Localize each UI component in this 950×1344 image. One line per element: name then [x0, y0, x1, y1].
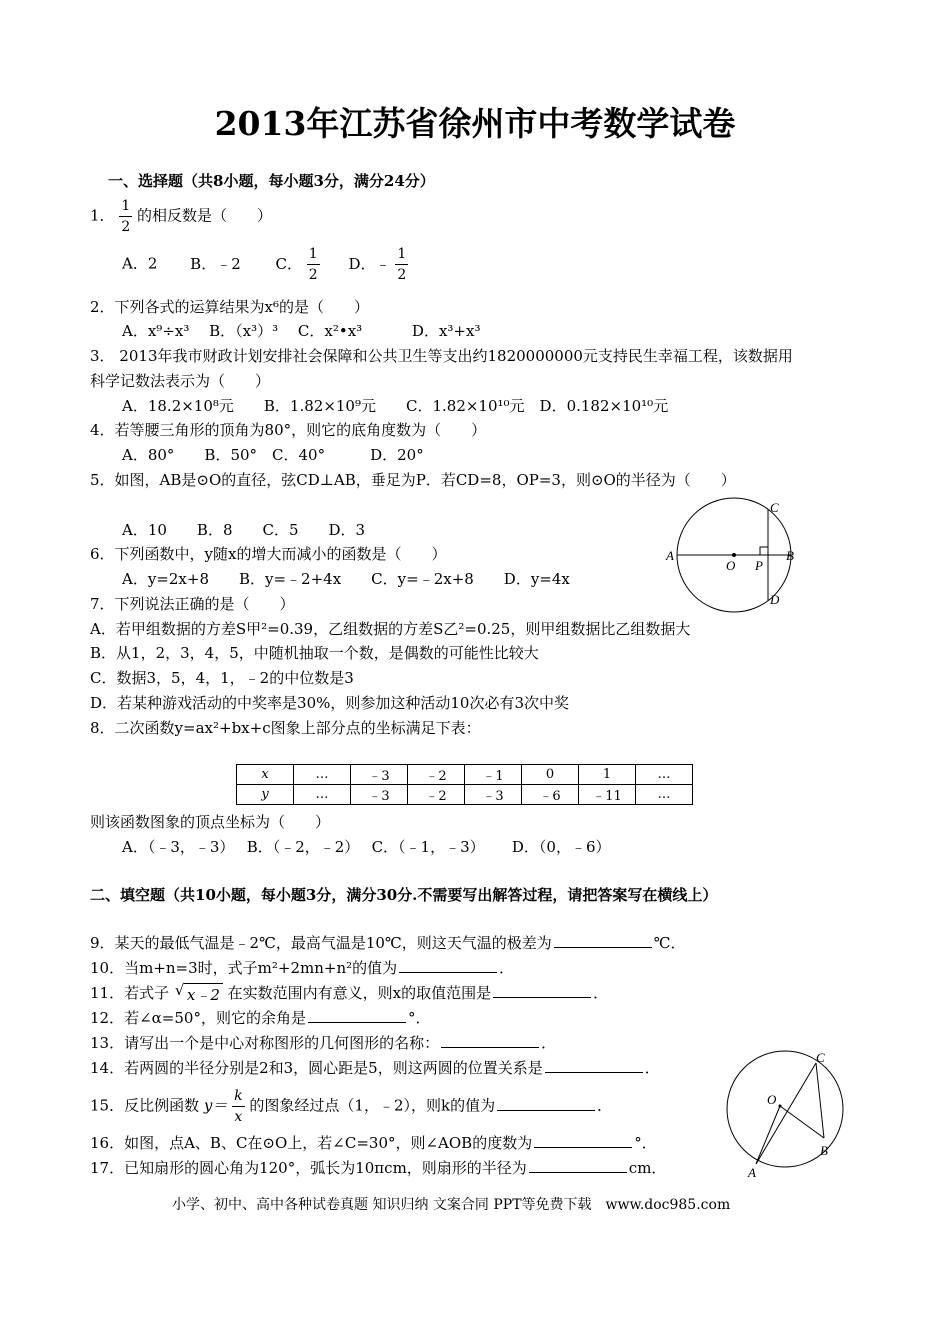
- question-16-text: 16．如图，点A、B、C在⊙O上，若∠C=30°，则∠AOB的度数为: [90, 1134, 533, 1152]
- answer-blank[interactable]: [308, 1008, 406, 1023]
- question-11-text: 11．若式子: [90, 984, 170, 1002]
- question-17: [90, 1157, 666, 1178]
- question-12-suffix: °．: [407, 1009, 431, 1027]
- question-11-text-2: 在实数范围内有意义，则x的取值范围是: [227, 984, 492, 1002]
- question-14-text: 14．若两圆的半径分别是2和3，圆心距是5，则这两圆的位置关系是: [90, 1059, 543, 1077]
- label-a: A: [748, 1165, 756, 1180]
- label-o: O: [726, 558, 736, 573]
- question-7-option-d: D．若某种游戏活动的中奖率是30%，则参加这种活动10次必有3次中奖: [90, 694, 569, 712]
- table-cell: …: [636, 765, 693, 785]
- center-point: [779, 1105, 782, 1108]
- question-7: 7．下列说法正确的是（ ）: [90, 595, 295, 613]
- circle-chord-figure: [662, 494, 802, 614]
- table-cell: ﹣2: [408, 765, 465, 785]
- label-p: P: [755, 558, 763, 573]
- function-y: y＝: [203, 1096, 228, 1115]
- answer-blank[interactable]: [554, 933, 652, 948]
- question-15-text-2: 的图象经过点（1，﹣2），则k的值为: [249, 1096, 496, 1115]
- table-row: [237, 785, 693, 805]
- option-d: D．﹣: [348, 254, 391, 273]
- question-2-options: A．x⁹÷x³ B．（x³）³ C．x²•x³ D．x³+x³: [122, 322, 481, 340]
- question-7-option-b: B．从1，2，3，4，5，中随机抽取一个数，是偶数的可能性比较大: [90, 644, 539, 662]
- table-cell: …: [294, 765, 351, 785]
- answer-blank[interactable]: [497, 1096, 595, 1111]
- question-9-text: 9．某天的最低气温是﹣2℃，最高气温是10℃，则这天气温的极差为: [90, 934, 552, 952]
- answer-blank[interactable]: [529, 1158, 627, 1173]
- table-row: [237, 765, 693, 785]
- question-3-line-1: 3． 2013年我市财政计划安排社会保障和公共卫生等支出约1820000000元支持民生幸福工程，该数据用: [90, 347, 793, 365]
- table-cell: 0: [522, 765, 579, 785]
- question-8: 8．二次函数y=ax²+bx+c图象上部分点的坐标满足下表：: [90, 719, 481, 737]
- question-1-options: [122, 244, 408, 285]
- table-cell: ﹣3: [465, 785, 522, 805]
- question-12: [90, 1007, 430, 1028]
- table-cell: ﹣1: [465, 765, 522, 785]
- page-title: 2013年江苏省徐州市中考数学试卷: [214, 104, 736, 143]
- page-footer: 小学、初中、高中各种试卷真题 知识归纳 文案合同 PPT等免费下载 www.doc985.com: [172, 1197, 731, 1213]
- table-cell: ﹣3: [351, 785, 408, 805]
- fraction-denominator: 2: [308, 267, 318, 283]
- question-14: [90, 1057, 660, 1078]
- question-12-text: 12．若∠α=50°，则它的余角是: [90, 1009, 306, 1027]
- question-10-text: 10．当m+n=3时，式子m²+2mn+n²的值为: [90, 959, 398, 977]
- question-5-options: A．10 B．8 C．5 D．3: [122, 521, 366, 539]
- fraction-k-over-x: [232, 1086, 244, 1127]
- question-13-suffix: ．: [541, 1034, 557, 1052]
- label-b: B: [820, 1143, 828, 1158]
- option-a: A．2: [122, 254, 158, 273]
- option-c: C．: [275, 254, 303, 273]
- fraction-numerator: 1: [395, 244, 408, 265]
- label-b: B: [786, 548, 794, 563]
- right-angle-mark: [760, 547, 768, 555]
- square-root: [174, 981, 223, 1005]
- table-cell: ﹣11: [579, 785, 636, 805]
- question-16: [90, 1132, 657, 1153]
- fraction-denominator: x: [234, 1109, 243, 1125]
- radical-sign-icon: √: [174, 981, 185, 999]
- label-c: C: [816, 1050, 825, 1065]
- table-cell: …: [636, 785, 693, 805]
- section-2-heading: 二、填空题（共10小题，每小题3分，满分30分.不需要写出解答过程，请把答案写在横线上）: [90, 886, 718, 904]
- question-7-option-a: A．若甲组数据的方差S甲²=0.39，乙组数据的方差S乙²=0.25，则甲组数据比乙组数据大: [90, 620, 691, 638]
- segment-ob: [780, 1106, 824, 1138]
- question-11-suffix: ．: [593, 984, 609, 1002]
- section-1-heading: 一、选择题（共8小题，每小题3分，满分24分）: [108, 172, 435, 190]
- option-d-fraction: [395, 244, 408, 285]
- question-3-options: A．18.2×10⁸元 B．1.82×10⁹元 C．1.82×10¹⁰元 D．0.182×10¹⁰元: [122, 397, 669, 415]
- fraction-one-half: [119, 196, 132, 237]
- question-13: [90, 1032, 556, 1053]
- question-17-suffix: cm．: [628, 1159, 667, 1177]
- label-d: D: [770, 592, 780, 607]
- table-cell: y: [237, 785, 294, 805]
- answer-blank[interactable]: [399, 958, 497, 973]
- fraction-denominator: 2: [121, 219, 131, 235]
- fraction-numerator: k: [232, 1086, 244, 1107]
- answer-blank[interactable]: [545, 1058, 643, 1073]
- fraction-numerator: 1: [307, 244, 320, 265]
- question-10-suffix: ．: [499, 959, 515, 977]
- question-14-suffix: ．: [644, 1059, 660, 1077]
- question-8-prompt: 则该函数图象的顶点坐标为（ ）: [90, 813, 331, 831]
- question-5: 5．如图，AB是⊙O的直径，弦CD⊥AB，垂足为P．若CD=8，OP=3，则⊙O的半径为（ ）: [90, 471, 736, 489]
- question-4-options: A．80° B．50° C．40° D．20°: [122, 446, 424, 464]
- question-1-text: 的相反数是（ ）: [137, 206, 273, 225]
- question-7-option-c: C．数据3，5，4，1，﹣2的中位数是3: [90, 669, 354, 687]
- question-6-options: A．y=2x+8 B．y=﹣2+4x C．y=﹣2x+8 D．y=4x: [122, 570, 570, 588]
- segment-ca: [756, 1063, 816, 1164]
- label-c: C: [770, 500, 779, 515]
- question-17-text: 17．已知扇形的圆心角为120°，弧长为10πcm，则扇形的半径为: [90, 1159, 527, 1177]
- table-cell: 1: [579, 765, 636, 785]
- inscribed-angle-figure: [720, 1046, 850, 1181]
- segment-oa: [756, 1106, 780, 1164]
- table-cell: …: [294, 785, 351, 805]
- question-8-options: A．（﹣3，﹣3） B．（﹣2，﹣2） C．（﹣1，﹣3） D．（0，﹣6）: [122, 838, 611, 856]
- fraction-denominator: 2: [397, 267, 407, 283]
- center-point: [732, 553, 736, 557]
- question-6: 6．下列函数中，y随x的增大而减小的函数是（ ）: [90, 545, 447, 563]
- question-16-suffix: °．: [634, 1134, 657, 1152]
- question-15-text: 15．反比例函数: [90, 1096, 200, 1115]
- question-13-text: 13．请写出一个是中心对称图形的几何图形的名称：: [90, 1034, 440, 1052]
- question-10: [90, 957, 514, 978]
- answer-blank[interactable]: [534, 1133, 632, 1148]
- question-9: [90, 932, 686, 953]
- question-15-suffix: ．: [597, 1096, 613, 1115]
- table-cell: x: [237, 765, 294, 785]
- option-c-fraction: [307, 244, 320, 285]
- fraction-numerator: 1: [119, 196, 132, 217]
- question-3-line-2: 科学记数法表示为（ ）: [90, 372, 271, 390]
- question-2: 2．下列各式的运算结果为x⁶的是（ ）: [90, 298, 370, 316]
- question-15: [90, 1086, 612, 1127]
- question-9-suffix: ℃．: [653, 934, 686, 952]
- question-1: [90, 196, 272, 237]
- answer-blank[interactable]: [493, 983, 591, 998]
- value-table: [236, 764, 693, 805]
- label-a: A: [666, 548, 674, 563]
- segment-cb: [816, 1063, 824, 1138]
- option-b: B．﹣2: [190, 254, 241, 273]
- question-1-number: 1．: [90, 206, 115, 225]
- answer-blank[interactable]: [441, 1033, 539, 1048]
- label-o: O: [767, 1092, 777, 1107]
- table-cell: ﹣2: [408, 785, 465, 805]
- table-cell: ﹣3: [351, 765, 408, 785]
- question-11: [90, 982, 608, 1005]
- radicand: x﹣2: [186, 986, 220, 1004]
- table-cell: ﹣6: [522, 785, 579, 805]
- question-4: 4．若等腰三角形的顶角为80°，则它的底角度数为（ ）: [90, 421, 487, 439]
